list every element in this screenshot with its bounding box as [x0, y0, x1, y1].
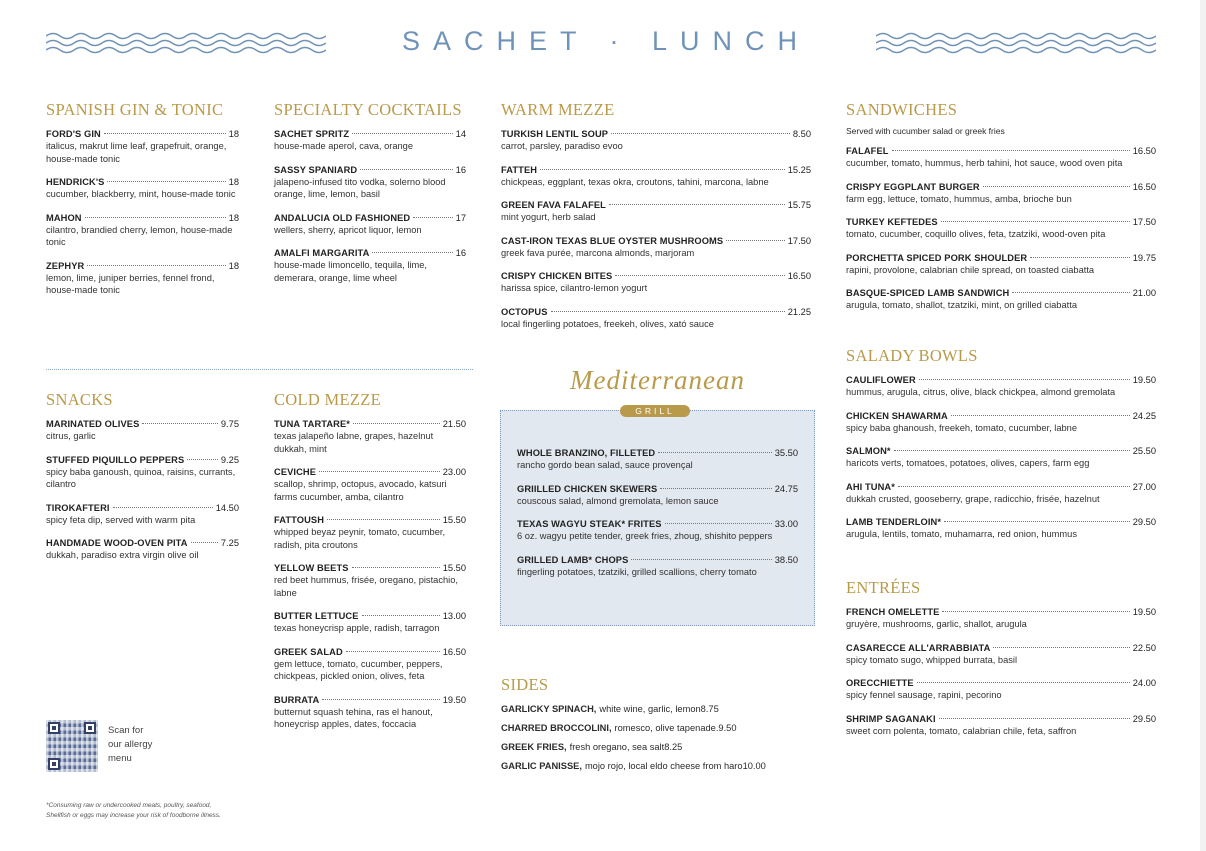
item-description: dukkah, paradiso extra virgin olive oil	[46, 550, 199, 560]
item-description: haricots verts, tomatoes, potatoes, olives, capers, farm egg	[846, 458, 1090, 468]
item-price: 16.50	[442, 646, 466, 657]
dot-leader	[413, 217, 452, 218]
item-price: 17.50	[787, 235, 811, 246]
item-description: greek fava purée, marcona almonds, marjoram	[501, 247, 695, 258]
section-heading: SANDWICHES	[846, 100, 958, 119]
dot-leader	[665, 523, 772, 524]
item-price: 18	[228, 212, 239, 223]
item-description: spicy baba ghanoush, freekeh, tomato, cucumber, labne	[846, 422, 1078, 433]
item-description: house-made aperol, cava, orange	[274, 141, 414, 151]
menu-item	[274, 128, 466, 153]
qr-caption: Scan for our allergy menu	[108, 725, 153, 764]
menu-item	[501, 235, 811, 260]
page-title: SACHET · LUNCH	[401, 26, 811, 56]
item-description: carrot, parsley, paradiso evoo	[501, 141, 623, 151]
dot-leader	[917, 682, 1130, 683]
dot-leader	[919, 379, 1130, 380]
item-name: FALAFEL	[846, 146, 889, 156]
item-price: 8.25	[664, 742, 683, 752]
item-name: FRENCH OMELETTE	[846, 607, 940, 617]
menu-item	[846, 216, 1156, 241]
dot-leader	[191, 542, 218, 543]
item-description: cucumber, tomato, hummus, herb tahini, hot sauce, wood oven pita	[846, 158, 1123, 168]
item-price: 15.50	[442, 563, 466, 573]
item-price: 25.50	[1132, 446, 1156, 456]
menu-item	[501, 199, 811, 224]
item-description: tomato, cucumber, coquillo olives, feta, tzatziki, wood-oven pita	[846, 229, 1106, 239]
dot-leader	[107, 181, 225, 182]
section-heading: SPANISH GIN & TONIC	[46, 100, 224, 119]
item-name: GRIILLED CHICKEN SKEWERS	[517, 483, 658, 494]
section-note: Served with cucumber salad or greek fries	[846, 126, 1005, 136]
menu-header	[46, 24, 1156, 66]
menu-item	[846, 606, 1156, 631]
item-name: ZEPHYR	[46, 260, 85, 271]
item-price: 8.75	[700, 704, 719, 714]
section-specialty-cocktails	[274, 100, 466, 295]
item-price: 16.50	[1132, 146, 1156, 156]
item-name: CAULIFLOWER	[846, 375, 916, 385]
item-description: spicy fennel sausage, rapini, pecorino	[846, 690, 1002, 700]
menu-item	[846, 181, 1156, 206]
item-name: CHARRED BROCCOLINI,	[501, 723, 612, 733]
item-price: 22.50	[1132, 642, 1156, 653]
menu-item	[46, 537, 239, 562]
item-description: spicy baba ganoush, quinoa, raisins, currants, cilantro	[46, 466, 236, 489]
item-description: chickpeas, eggplant, texas okra, croutons, tahini, marcona, labne	[501, 176, 769, 187]
item-price: 19.75	[1132, 252, 1156, 263]
item-name: HANDMADE WOOD-OVEN PITA	[46, 538, 188, 548]
item-description: local fingerling potatoes, freekeh, olives, xató sauce	[501, 318, 714, 329]
section-gin-tonic	[46, 100, 239, 308]
item-name: CHICKEN SHAWARMA	[846, 410, 948, 421]
item-price: 29.50	[1132, 713, 1156, 724]
menu-item	[846, 445, 1156, 470]
item-price: 10.00	[742, 761, 766, 771]
section-cold-mezze	[274, 390, 466, 742]
item-price: 16.50	[787, 271, 811, 281]
raw-food-disclaimer: *Consuming raw or undercooked meats, poultry, seafood, Shellfish or eggs may increase your risk of foodborne illness.	[46, 802, 221, 819]
item-name: PORCHETTA SPICED PORK SHOULDER	[846, 252, 1028, 263]
menu-item	[846, 642, 1156, 667]
menu-item	[274, 164, 466, 201]
item-description: lemon, lime, juniper berries, fennel frond, house-made tonic	[46, 272, 215, 295]
section-entrees	[846, 578, 1156, 748]
dot-leader	[319, 471, 440, 472]
menu-item	[501, 128, 811, 153]
dot-leader	[327, 519, 440, 520]
section-warm-mezze	[501, 100, 811, 341]
menu-item	[846, 287, 1156, 312]
item-name: STUFFED PIQUILLO PEPPERS	[46, 454, 185, 465]
menu-item	[46, 502, 239, 527]
item-price: 17.50	[1132, 217, 1156, 227]
section-heading: ENTRÉES	[846, 578, 921, 597]
dot-leader	[892, 150, 1130, 151]
menu-item	[274, 247, 466, 284]
item-price: 16.50	[1132, 181, 1156, 192]
item-price: 14	[455, 129, 466, 139]
item-name: TIROKAFTERI	[46, 502, 110, 513]
side-item	[501, 722, 811, 734]
item-description: spicy feta dip, served with warm pita	[46, 514, 196, 525]
item-price: 16	[455, 164, 466, 175]
section-sandwiches	[846, 100, 1156, 323]
menu-item	[846, 145, 1156, 170]
menu-item	[517, 518, 798, 543]
item-description: wellers, sherry, apricot liquor, lemon	[274, 224, 422, 235]
dot-leader	[352, 133, 452, 134]
side-item	[501, 741, 811, 753]
item-name: LAMB TENDERLOIN*	[846, 517, 942, 527]
menu-item	[501, 306, 811, 331]
item-description: romesco, olive tapenade.	[614, 723, 719, 733]
item-name: ANDALUCIA OLD FASHIONED	[274, 212, 411, 223]
item-name: GREEK FRIES,	[501, 742, 567, 752]
item-name: AMALFI MARGARITA	[274, 248, 370, 258]
item-description: 6 oz. wagyu petite tender, greek fries, zhoug, shishito peppers	[517, 531, 773, 541]
item-description: gruyère, mushrooms, garlic, shallot, arugula	[846, 619, 1027, 629]
menu-item	[517, 483, 798, 508]
item-price: 23.00	[442, 467, 466, 477]
section-heading: SIDES	[501, 675, 549, 694]
item-description: spicy tomato sugo, whipped burrata, basil	[846, 654, 1018, 665]
dot-leader	[346, 651, 440, 652]
item-name: TUNA TARTARE*	[274, 419, 351, 429]
section-salady-bowls	[846, 346, 1156, 552]
item-description: fingerling potatoes, tzatziki, grilled scallions, cherry tomato	[517, 566, 757, 577]
item-description: cucumber, blackberry, mint, house-made tonic	[46, 189, 236, 199]
item-description: jalapeno-infused tito vodka, solerno blood orange, lime, lemon, basil	[274, 176, 446, 199]
item-name: CRISPY CHICKEN BITES	[501, 271, 613, 281]
menu-item	[846, 713, 1156, 738]
dot-leader	[944, 521, 1130, 522]
menu-item	[846, 374, 1156, 399]
item-price: 21.00	[1132, 288, 1156, 298]
item-description: arugula, tomato, shallot, tzatziki, mint, on grilled ciabatta	[846, 300, 1077, 310]
item-name: TURKISH LENTIL SOUP	[501, 129, 609, 139]
dot-leader	[87, 265, 225, 266]
item-description: italicus, makrut lime leaf, grapefruit, orange, house-made tonic	[46, 141, 227, 164]
item-description: rancho gordo bean salad, sauce provençal	[517, 460, 693, 470]
item-price: 19.50	[1132, 607, 1156, 617]
item-price: 9.75	[220, 419, 239, 429]
dot-leader	[658, 452, 772, 453]
dot-leader	[894, 450, 1130, 451]
dot-leader	[353, 423, 440, 424]
item-description: white wine, garlic, lemon	[599, 704, 701, 714]
menu-item	[846, 410, 1156, 435]
item-description: citrus, garlic	[46, 431, 96, 441]
item-description: mint yogurt, herb salad	[501, 212, 596, 222]
item-name: GARLICKY SPINACH,	[501, 704, 597, 714]
item-name: CAST-IRON TEXAS BLUE OYSTER MUSHROOMS	[501, 235, 724, 246]
item-price: 29.50	[1132, 517, 1156, 527]
item-price: 19.50	[442, 694, 466, 705]
item-name: FORD'S GIN	[46, 129, 101, 139]
item-description: harissa spice, cilantro-lemon yogurt	[501, 283, 648, 293]
menu-item	[501, 270, 811, 295]
menu-item	[846, 252, 1156, 277]
item-name: FATTEH	[501, 164, 538, 175]
item-name: SACHET SPRITZ	[274, 129, 350, 139]
item-price: 15.75	[787, 200, 811, 210]
menu-item	[846, 677, 1156, 702]
dot-leader	[360, 169, 452, 170]
dot-leader	[1030, 257, 1130, 258]
dot-leader	[1012, 292, 1129, 293]
item-price: 18	[228, 260, 239, 271]
item-description: couscous salad, almond gremolata, lemon sauce	[517, 495, 719, 506]
section-heading: WARM MEZZE	[501, 100, 615, 119]
menu-item	[46, 260, 239, 297]
item-description: mojo rojo, local eldo cheese from haro	[584, 761, 743, 771]
dot-leader	[898, 486, 1130, 487]
item-price: 7.25	[220, 538, 239, 548]
item-description: texas honeycrisp apple, radish, tarragon	[274, 623, 440, 633]
item-price: 27.00	[1132, 481, 1156, 492]
item-name: OCTOPUS	[501, 306, 548, 317]
item-description: dukkah crusted, gooseberry, grape, radicchio, frisée, hazelnut	[846, 493, 1100, 504]
item-description: sweet corn polenta, tomato, calabrian chile, feta, saffron	[846, 725, 1077, 736]
menu-item	[274, 212, 466, 237]
dot-leader	[660, 488, 771, 489]
item-price: 15.25	[787, 164, 811, 175]
item-name: FATTOUSH	[274, 515, 325, 525]
item-description: house-made limoncello, tequila, lime, demerara, orange, lime wheel	[274, 260, 427, 283]
dot-leader	[941, 221, 1130, 222]
menu-item	[846, 481, 1156, 506]
dot-leader	[322, 699, 439, 700]
grill-title: Mediterranean	[570, 365, 745, 395]
menu-item	[517, 554, 798, 579]
side-item	[501, 703, 811, 715]
item-price: 16	[455, 248, 466, 258]
item-name: CASARECCE ALL'ARRABBIATA	[846, 642, 991, 653]
item-price: 21.25	[787, 306, 811, 317]
dot-leader	[951, 415, 1130, 416]
grill-box	[500, 410, 815, 626]
item-description: butternut squash tehina, ras el hanout, honeycrisp apples, dates, foccacia	[274, 706, 433, 729]
item-price: 35.50	[774, 448, 798, 458]
menu-item	[274, 466, 466, 503]
item-price: 19.50	[1132, 375, 1156, 385]
dot-leader	[540, 169, 785, 170]
dot-leader	[611, 133, 790, 134]
item-name: WHOLE BRANZINO, FILLETED	[517, 448, 656, 458]
dot-leader	[104, 133, 226, 134]
item-price: 15.50	[442, 515, 466, 525]
item-name: SHRIMP SAGANAKI	[846, 713, 936, 724]
wave-ornament-right	[876, 32, 1156, 58]
dot-leader	[372, 252, 452, 253]
item-name: BURRATA	[274, 694, 320, 705]
dot-leader	[352, 567, 440, 568]
item-name: GARLIC PANISSE,	[501, 761, 582, 771]
item-name: GRILLED LAMB* CHOPS	[517, 554, 629, 565]
dot-leader	[939, 718, 1130, 719]
item-description: gem lettuce, tomato, cucumber, peppers, chickpeas, pickled onion, olives, feta	[274, 658, 443, 681]
item-name: SALMON*	[846, 446, 891, 456]
item-price: 38.50	[774, 554, 798, 565]
item-name: HENDRICK'S	[46, 177, 105, 187]
dot-leader	[142, 423, 218, 424]
grill-badge: GRILL	[620, 405, 690, 417]
item-price: 33.00	[774, 519, 798, 529]
item-price: 9.25	[220, 454, 239, 465]
menu-item	[46, 176, 239, 201]
dot-leader	[609, 204, 785, 205]
wave-ornament-left	[46, 32, 326, 58]
item-name: TURKEY KEFTEDES	[846, 217, 938, 227]
item-description: whipped beyaz peynir, tomato, cucumber, radish, pita croutons	[274, 527, 446, 550]
item-name: ORECCHIETTE	[846, 678, 914, 688]
section-divider	[46, 369, 473, 370]
dot-leader	[187, 459, 218, 460]
menu-item	[517, 447, 798, 472]
item-name: TEXAS WAGYU STEAK* FRITES	[517, 519, 662, 529]
menu-item	[846, 516, 1156, 541]
menu-item	[46, 418, 239, 443]
item-name: BASQUE-SPICED LAMB SANDWICH	[846, 288, 1010, 298]
item-description: arugula, lentils, tomato, muhamarra, red onion, hummus	[846, 529, 1077, 539]
page-edge	[1200, 0, 1206, 851]
item-price: 9.50	[718, 723, 737, 733]
menu-item	[501, 164, 811, 189]
menu-item	[274, 562, 466, 599]
section-heading: SALADY BOWLS	[846, 346, 978, 365]
item-description: hummus, arugula, citrus, olive, black chickpea, almond gremolata	[846, 387, 1116, 397]
dot-leader	[983, 186, 1130, 187]
item-name: YELLOW BEETS	[274, 563, 349, 573]
dot-leader	[551, 311, 785, 312]
item-price: 18	[228, 177, 239, 187]
item-description: cilantro, brandied cherry, lemon, house-made tonic	[46, 224, 233, 247]
menu-item	[46, 454, 239, 491]
item-description: scallop, shrimp, octopus, avocado, katsuri farms cucumber, amba, cilantro	[274, 479, 447, 502]
item-name: BUTTER LETTUCE	[274, 611, 359, 621]
item-price: 13.00	[442, 611, 466, 621]
side-item	[501, 760, 811, 772]
menu-item	[46, 212, 239, 249]
menu-item	[274, 646, 466, 683]
dot-leader	[85, 217, 226, 218]
item-price: 18	[228, 129, 239, 139]
item-name: AHI TUNA*	[846, 481, 895, 492]
item-name: CRISPY EGGPLANT BURGER	[846, 181, 980, 192]
dot-leader	[942, 611, 1129, 612]
section-sides	[501, 675, 811, 779]
section-heading: COLD MEZZE	[274, 390, 382, 409]
item-name: CEVICHE	[274, 467, 317, 477]
section-heading: SNACKS	[46, 390, 113, 409]
menu-item	[274, 694, 466, 731]
item-name: GREEN FAVA FALAFEL	[501, 200, 606, 210]
item-price: 21.50	[442, 419, 466, 429]
section-heading: SPECIALTY COCKTAILS	[274, 100, 462, 119]
item-price: 24.00	[1132, 678, 1156, 688]
dot-leader	[993, 647, 1129, 648]
item-price: 8.50	[792, 129, 811, 139]
dot-leader	[113, 507, 213, 508]
item-price: 14.50	[215, 502, 239, 513]
item-description: red beet hummus, frisée, oregano, pistachio, labne	[274, 575, 458, 598]
item-name: GREEK SALAD	[274, 646, 343, 657]
dot-leader	[362, 615, 440, 616]
allergy-qr-code[interactable]	[46, 720, 98, 772]
item-name: MARINATED OLIVES	[46, 419, 140, 429]
item-description: texas jalapeño labne, grapes, hazelnut dukkah, mint	[274, 431, 434, 454]
menu-item	[46, 128, 239, 165]
item-name: SASSY SPANIARD	[274, 164, 358, 175]
item-price: 17	[455, 212, 466, 223]
item-description: farm egg, lettuce, tomato, hummus, amba, brioche bun	[846, 193, 1072, 204]
item-description: fresh oregano, sea salt	[569, 742, 665, 752]
section-snacks	[46, 390, 239, 573]
dot-leader	[631, 559, 771, 560]
dot-leader	[615, 275, 784, 276]
dot-leader	[726, 240, 785, 241]
menu-item	[274, 610, 466, 635]
item-name: MAHON	[46, 212, 82, 223]
menu-item	[274, 514, 466, 551]
item-price: 24.25	[1132, 410, 1156, 421]
menu-item	[274, 418, 466, 455]
item-price: 24.75	[774, 483, 798, 494]
item-description: rapini, provolone, calabrian chile spread, on toasted ciabatta	[846, 264, 1095, 275]
